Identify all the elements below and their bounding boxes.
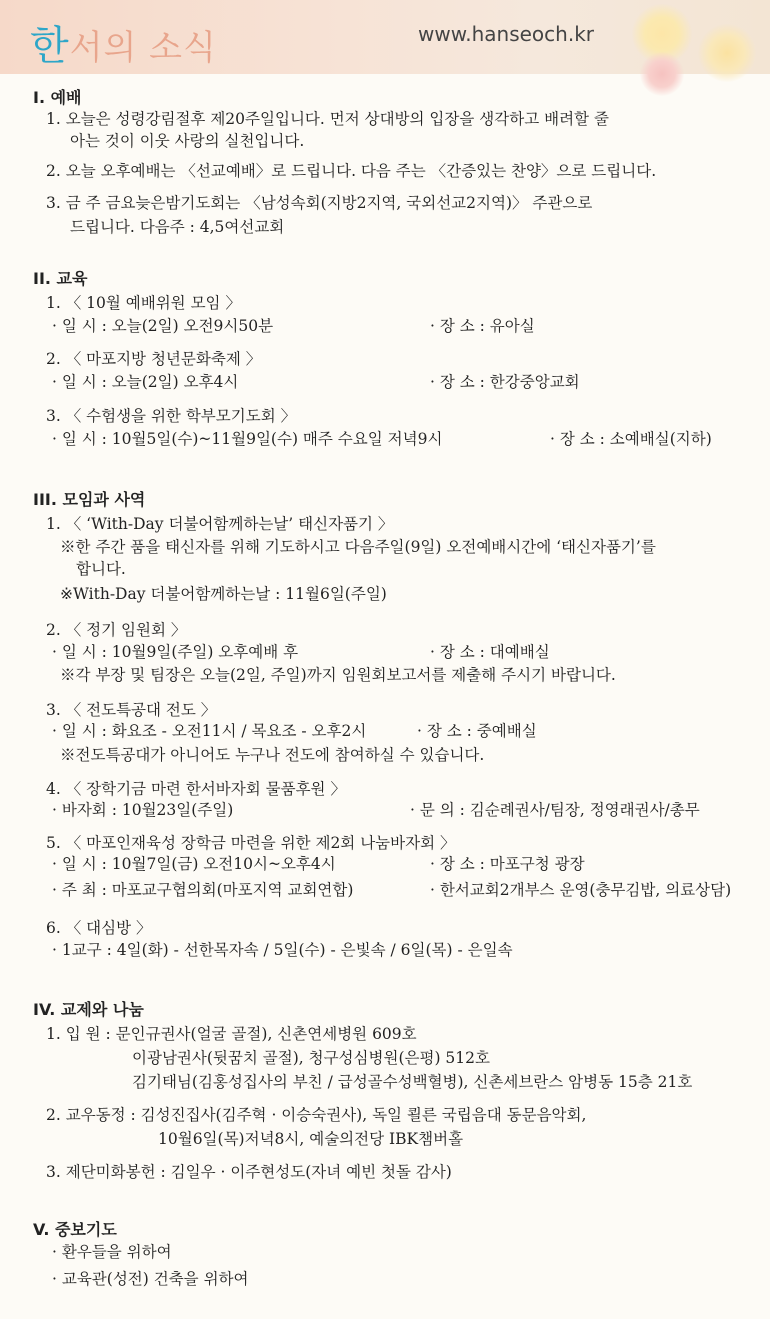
item-detail: · 일 시 : 오늘(2일) 오전9시50분 <box>52 317 274 335</box>
notice-line: 1. 오늘은 성령강림절후 제20주일입니다. 먼저 상대방의 입장을 생각하고 배려할 줄 <box>46 110 609 128</box>
item-title: 5. 〈 마포인재육성 장학금 마련을 위한 제2회 나눔바자회 〉 <box>46 834 456 852</box>
item-detail: · 일 시 : 화요조 - 오전11시 / 목요조 - 오후2시 <box>52 722 367 740</box>
notice-line: 드립니다. 다음주 : 4,5여선교회 <box>70 218 285 236</box>
item-note: ※각 부장 및 팀장은 오늘(2일, 주일)까지 임원회보고서를 제출해 주시기 바랍니다. <box>60 666 616 684</box>
item-detail: · 주 최 : 마포교구협의회(마포지역 교회연합) <box>52 881 354 899</box>
notice-line: 2. 오늘 오후예배는 〈선교예배〉로 드립니다. 다음 주는 〈간증있는 찬양〉으로 드립니다. <box>46 162 657 180</box>
item-title: 2. 〈 정기 임원회 〉 <box>46 621 187 639</box>
item-note: 합니다. <box>76 560 126 578</box>
item-detail: 3. 제단미화봉헌 : 김일우 · 이주현성도(자녀 예빈 첫돌 감사) <box>46 1163 452 1181</box>
section-heading-intercession: V. 중보기도 <box>33 1220 117 1239</box>
flower-decoration <box>640 52 684 96</box>
item-detail: 1. 입 원 : 문인규권사(얼굴 골절), 신촌연세병원 609호 <box>46 1025 417 1043</box>
section-heading-worship: I. 예배 <box>33 88 82 107</box>
notice-line: 아는 것이 이웃 사랑의 실천입니다. <box>70 132 305 150</box>
item-detail: · 일 시 : 10월9일(주일) 오후예배 후 <box>52 643 299 661</box>
item-detail: 김기태님(김홍성집사의 부친 / 급성골수성백혈병), 신촌세브란스 암병동 15층 21호 <box>132 1073 693 1091</box>
item-title: 3. 〈 수험생을 위한 학부모기도회 〉 <box>46 407 297 425</box>
item-note: ※한 주간 품을 태신자를 위해 기도하시고 다음주일(9일) 오전예배시간에 ‘태신자품기’를 <box>60 538 656 556</box>
item-detail: · 장 소 : 소예배실(지하) <box>550 430 712 448</box>
item-detail: · 장 소 : 중예배실 <box>417 722 537 740</box>
item-title: 1. 〈 ‘With-Day 더불어함께하는날’ 태신자품기 〉 <box>46 515 394 533</box>
section-heading-education: II. 교육 <box>33 269 88 288</box>
item-note: ※전도특공대가 아니어도 누구나 전도에 참여하실 수 있습니다. <box>60 746 485 764</box>
page-title: 한서의 소식 <box>30 23 217 69</box>
prayer-item: · 환우들을 위하여 <box>52 1243 172 1261</box>
item-title: 6. 〈 대심방 〉 <box>46 919 152 937</box>
item-title: 2. 〈 마포지방 청년문화축제 〉 <box>46 350 262 368</box>
item-detail: · 1교구 : 4일(화) - 선한목자속 / 5일(수) - 은빛속 / 6일(목) - 은일속 <box>52 941 513 959</box>
item-detail: · 장 소 : 유아실 <box>430 317 535 335</box>
item-detail: 이광남권사(뒷꿈치 골절), 청구성심병원(은평) 512호 <box>132 1049 490 1067</box>
item-note: ※With-Day 더불어함께하는날 : 11월6일(주일) <box>60 585 387 603</box>
item-title: 4. 〈 장학기금 마련 한서바자회 물품후원 〉 <box>46 780 346 798</box>
section-heading-fellowship: IV. 교제와 나눔 <box>33 1000 144 1019</box>
item-detail: 10월6일(목)저녁8시, 예술의전당 IBK챔버홀 <box>158 1130 464 1148</box>
section-heading-ministry: III. 모임과 사역 <box>33 490 146 509</box>
item-detail: · 장 소 : 마포구청 광장 <box>430 855 585 873</box>
item-detail: · 일 시 : 오늘(2일) 오후4시 <box>52 373 239 391</box>
item-detail: · 바자회 : 10월23일(주일) <box>52 801 234 819</box>
item-detail: · 문 의 : 김순례권사/팀장, 정영래권사/총무 <box>410 801 700 819</box>
header-banner <box>0 0 770 74</box>
item-title: 1. 〈 10월 예배위원 모임 〉 <box>46 294 241 312</box>
item-detail: · 일 시 : 10월5일(수)~11월9일(수) 매주 수요일 저녁9시 <box>52 430 443 448</box>
flower-decoration <box>698 24 756 82</box>
item-detail: · 한서교회2개부스 운영(충무김밥, 의료상담) <box>430 881 732 899</box>
item-title: 3. 〈 전도특공대 전도 〉 <box>46 701 217 719</box>
item-detail: 2. 교우동정 : 김성진집사(김주혁 · 이승숙권사), 독일 쾰른 국립음대 동문음악회, <box>46 1106 587 1124</box>
item-detail: · 일 시 : 10월7일(금) 오전10시~오후4시 <box>52 855 336 873</box>
prayer-item: · 교육관(성전) 건축을 위하여 <box>52 1270 249 1288</box>
website-url[interactable]: www.hanseoch.kr <box>418 22 594 46</box>
item-detail: · 장 소 : 대예배실 <box>430 643 550 661</box>
item-detail: · 장 소 : 한강중앙교회 <box>430 373 580 391</box>
notice-line: 3. 금 주 금요늦은밤기도회는 〈남성속회(지방2지역, 국외선교2지역)〉 주관으로 <box>46 194 593 212</box>
